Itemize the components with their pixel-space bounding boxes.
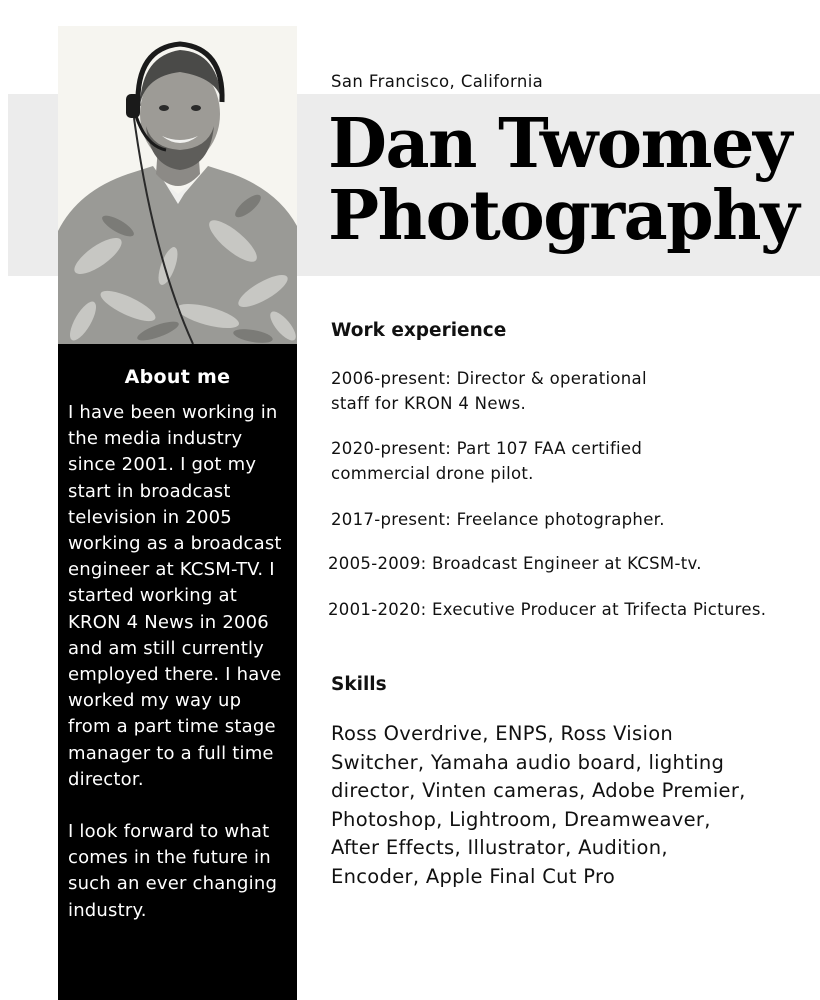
location: San Francisco, California bbox=[331, 72, 544, 91]
about-sidebar bbox=[58, 344, 297, 1000]
page-title bbox=[328, 104, 799, 256]
skills-title: Skills bbox=[331, 674, 387, 695]
work-item: 2001-2020: Executive Producer at Trifecta Pictures. bbox=[328, 600, 767, 619]
title-line: Photography bbox=[328, 176, 799, 256]
about-paragraph: I have been working in the media industry since 2001. I got my start in broadcast television in 2005 working as a broadcast engineer at KCSM-TV. I started working at KRON 4 News in 2006 and am still currently employed there. I have worked my way up from a part time stage manager to a full time director. bbox=[68, 402, 282, 790]
skills-list: Ross Overdrive, ENPS, Ross Vision Switcher, Yamaha audio board, lighting director, Vinten cameras, Adobe Premier, Photoshop, Lightroom, Dreamweaver, After Effects, Illustrator, Audition, Encoder, Apple Final Cut Pro bbox=[331, 722, 746, 888]
profile-photo bbox=[58, 26, 297, 344]
work-item: 2017-present: Freelance photographer. bbox=[331, 510, 665, 529]
about-title: About me bbox=[124, 366, 231, 388]
work-item: 2006-present: Director & operational staff for KRON 4 News. bbox=[331, 369, 647, 413]
work-item: 2020-present: Part 107 FAA certified commercial drone pilot. bbox=[331, 439, 643, 483]
about-paragraph: I look forward to what comes in the future in such an ever changing industry. bbox=[68, 821, 278, 921]
title-line: Dan Twomey bbox=[328, 104, 791, 184]
work-experience-title: Work experience bbox=[331, 320, 507, 341]
work-item: 2005-2009: Broadcast Engineer at KCSM-tv. bbox=[328, 554, 702, 573]
